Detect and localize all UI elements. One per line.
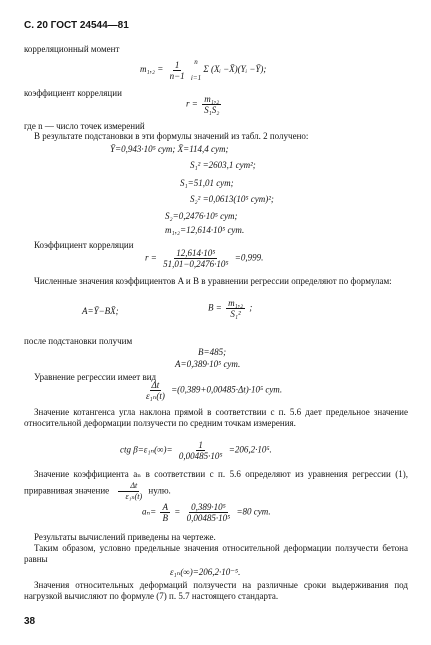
formula-part: =(0,389+0,00485·Δt)·10⁵ сут.	[171, 384, 283, 395]
text-line: Коэффициент корреляции	[34, 240, 134, 250]
page-header: С. 20 ГОСТ 24544—81	[24, 20, 129, 31]
text-line: после подстановки получим	[24, 336, 133, 346]
paragraph: Таким образом, условно предельные значения относительной деформации ползучести бетона равны	[24, 543, 408, 564]
value-line: A=0,389·10⁵ сут.	[175, 359, 241, 369]
formula-part: ctg β=ε₁ₙ(∞)=	[120, 444, 173, 455]
fraction-numerator: Δt	[151, 380, 160, 390]
formula-part: =206,2·10⁵.	[228, 444, 272, 455]
formula-ctg	[120, 440, 272, 461]
formula-part: =	[174, 506, 181, 517]
formula-r	[186, 94, 223, 115]
fraction-numerator: 0,389·10⁵	[191, 502, 226, 512]
fraction	[144, 380, 167, 401]
formula-regression	[142, 380, 282, 401]
formula-r2	[145, 248, 263, 269]
fraction	[161, 248, 230, 269]
fraction-numerator: m₁,₂	[228, 298, 244, 308]
fraction-denominator: 51,01−0,2476·10⁵	[163, 259, 229, 269]
text-line: коэффициент корреляции	[24, 88, 122, 98]
formula-part: r =	[145, 252, 157, 263]
fraction-numerator: m₁,₂	[204, 94, 220, 104]
fraction-numerator: Δt	[118, 481, 139, 492]
fraction	[185, 502, 233, 523]
paragraph: Значение котангенса угла наклона прямой в соответствии с п. 5.6 дает предельное значение относительной деформации ползучести по средним точкам измерения.	[24, 407, 408, 428]
text-line: где n — число точек измерений	[24, 121, 145, 131]
sum-limits	[191, 58, 201, 82]
fraction-denominator: 0,00485·10⁵	[178, 451, 223, 461]
formula-part: =0,999.	[234, 252, 264, 263]
page-number: 38	[24, 616, 36, 627]
formula-eps: ε₁ₙ(∞)=206,2·10⁻⁵.	[170, 567, 241, 577]
fraction-denominator: B	[162, 513, 168, 523]
value-line: S₁² =2603,1 сут²;	[190, 160, 256, 170]
formula-A: A=Ȳ−BX̄;	[82, 306, 119, 316]
formula-an	[142, 502, 271, 523]
text-line: Результаты вычислений приведены на чертеже.	[34, 532, 216, 542]
value-line: S₂² =0,0613(10⁵ сут)²;	[190, 194, 274, 204]
fraction-numerator: 12,614·10⁵	[176, 248, 216, 258]
formula-part: B =	[208, 302, 222, 313]
fraction-denominator: S₁²	[230, 309, 241, 319]
fraction-denominator: S₁S₂	[204, 105, 220, 115]
value-line: m₁,₂=12,614·10⁵ сут.	[165, 225, 245, 235]
fraction	[202, 94, 221, 115]
fraction-denominator: ε₁ₙ(t)	[125, 492, 143, 501]
sum-top: n	[194, 58, 198, 66]
value-line: S₁=51,01 сут;	[180, 178, 234, 188]
fraction	[168, 60, 187, 81]
fraction-numerator: A	[162, 502, 168, 512]
formula-part: r =	[186, 98, 198, 109]
formula-part: Σ (Xᵢ −X̄)(Yᵢ −Ȳ);	[203, 64, 267, 75]
fraction-denominator: 0,00485·10⁵	[186, 513, 231, 523]
fraction	[160, 502, 170, 523]
text-line: Уравнение регрессии имеет вид	[34, 372, 157, 382]
fraction	[113, 481, 144, 502]
text-span: Значение коэффициента aₙ в соответствии с п. 5.6 определяют из уравнения регрессии (1), приравнивая значение	[24, 469, 408, 496]
formula-B	[208, 298, 252, 319]
text-span: нулю.	[148, 485, 171, 496]
value-line: B=485;	[198, 347, 227, 357]
value-line: Ȳ=0,943·10⁵ сут; X̄=114,4 сут;	[110, 144, 229, 154]
formula-m12	[140, 58, 266, 82]
fraction	[226, 298, 245, 319]
fraction-denominator: ε₁ₙ(t)	[146, 391, 165, 401]
text-line: корреляционный момент	[24, 44, 120, 54]
sum-bottom: i=1	[190, 74, 202, 82]
formula-part: m₁,₂ =	[140, 64, 164, 75]
paragraph: Значения относительных деформаций ползучести на различные сроки выдерживания под нагрузкой вычисляют по формуле (7) п. 5.7 настоящего стандарта.	[24, 580, 408, 601]
paragraph	[24, 468, 408, 502]
formula-part: =80 сут.	[236, 506, 271, 517]
formula-part: aₙ=	[142, 506, 157, 517]
text-line: В результате подстановки в эти формулы значений из табл. 2 получено:	[34, 131, 309, 141]
fraction	[177, 440, 225, 461]
value-line: S₂=0,2476·10⁵ сут;	[165, 211, 238, 221]
paragraph: Численные значения коэффициентов A и B в уравнении регрессии определяют по формулам:	[34, 276, 392, 286]
fraction-denominator: n−1	[169, 70, 185, 81]
fraction-numerator: 1	[198, 440, 203, 450]
formula-part: ;	[249, 302, 253, 313]
fraction-numerator: 1	[174, 59, 180, 70]
